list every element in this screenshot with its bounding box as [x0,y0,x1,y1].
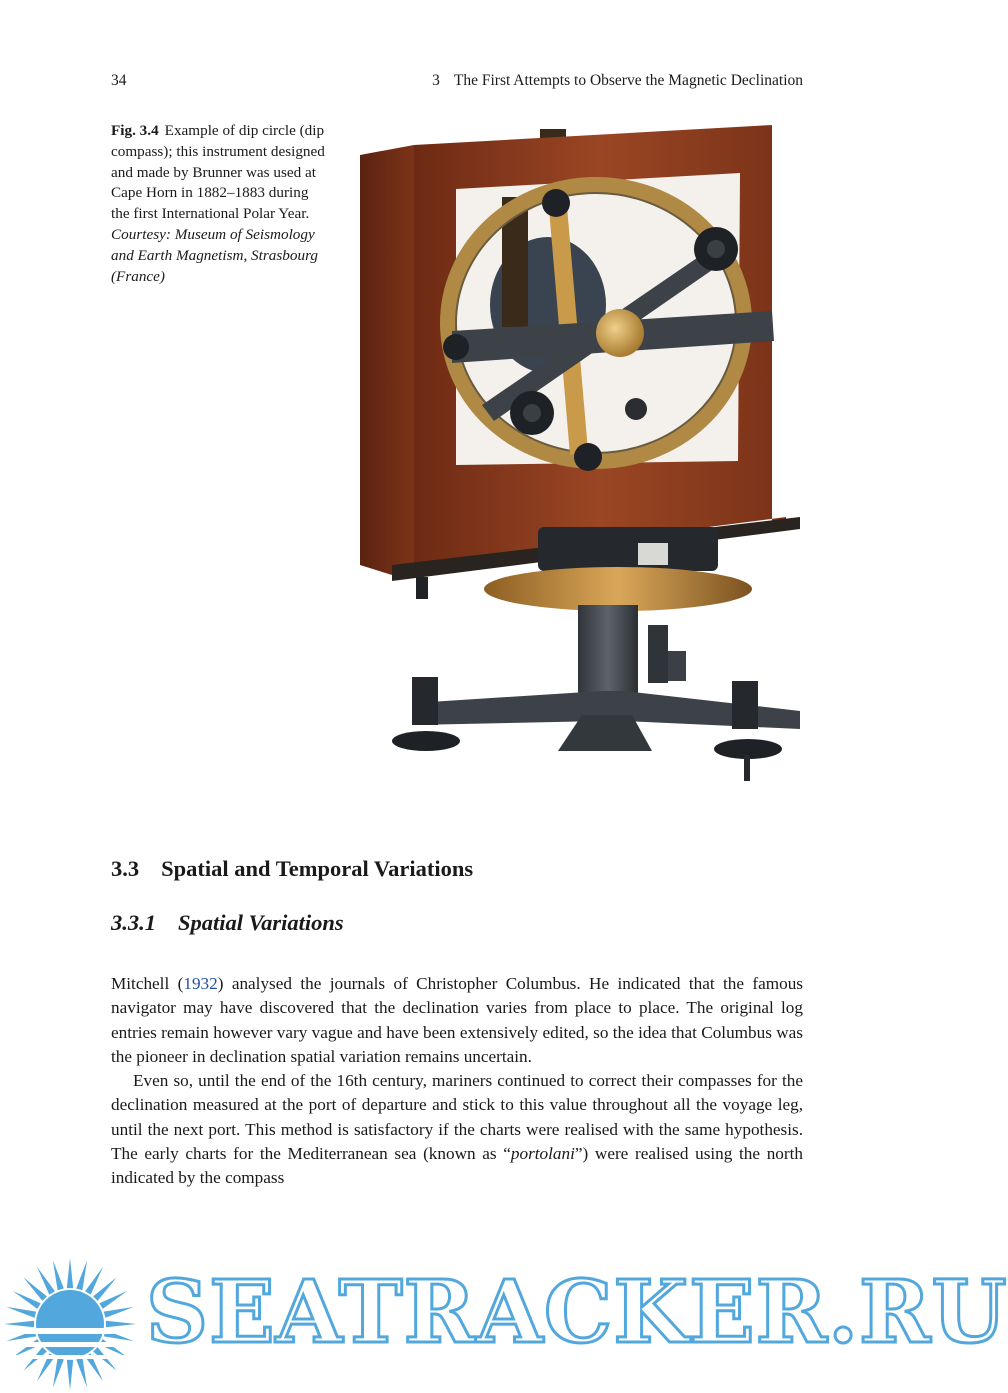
brass-base [484,567,752,611]
subsection-number: 3.3.1 [111,910,156,935]
caption-text: Example of dip circle (dip compass); this instrument designed and made by Brunner was used at Cape Horn in 1882–1883 during the first International Polar Year. [111,122,325,223]
level-slide [538,527,718,571]
paragraph-2: Even so, until the end of the 16th century, mariners continued to correct their compasses for the declination measured at the port of departure and stick to this value throughout all the voyage leg, until the next port. This method is satisfactory if the charts were realised with the same hypothesis. The early charts for the Mediterranean sea (known as “portolani”) were realised using the north indicated by the compass [111,1071,803,1188]
caption-courtesy: Courtesy: Museum of Seismology and Earth Magnetism, Strasbourg (France) [111,225,319,285]
body-text [111,972,803,1191]
section-title: Spatial and Temporal Variations [161,856,474,881]
citation-link[interactable]: 1932 [183,974,218,993]
running-title [432,72,803,90]
column [578,605,638,697]
page-number: 34 [111,72,127,89]
section-heading [111,856,473,882]
knob-lower-right [625,398,647,420]
figure-caption [111,121,326,287]
subsection-heading [111,910,344,936]
level-plate [638,543,668,565]
watermark-text: SEATRACKER.RU [146,1262,1008,1363]
figure-label: Fig. 3.4 [111,122,159,139]
section-number: 3.3 [111,856,140,881]
subsection-title: Spatial Variations [178,910,344,935]
knob-top [542,189,570,217]
chapter-title: The First Attempts to Observe the Magnetic Declination [453,72,803,89]
dip-circle-photo [352,125,804,810]
sun-icon [0,1252,150,1388]
chapter-number: 3 [432,72,440,89]
central-hub [596,309,644,357]
case-side [360,145,414,575]
running-header [111,72,803,94]
foot-left [392,731,460,751]
paragraph-1: Mitchell (1932) analysed the journals of Christopher Columbus. He indicated that the famous navigator may have discovered that the declination varies from place to place. The original log entries remain however vary vague and have been extensively edited, so the idea that Columbus was the pioneer in declination spatial variation remains uncertain. [111,974,803,1066]
knob-left [443,334,469,360]
knob-bottom [574,443,602,471]
